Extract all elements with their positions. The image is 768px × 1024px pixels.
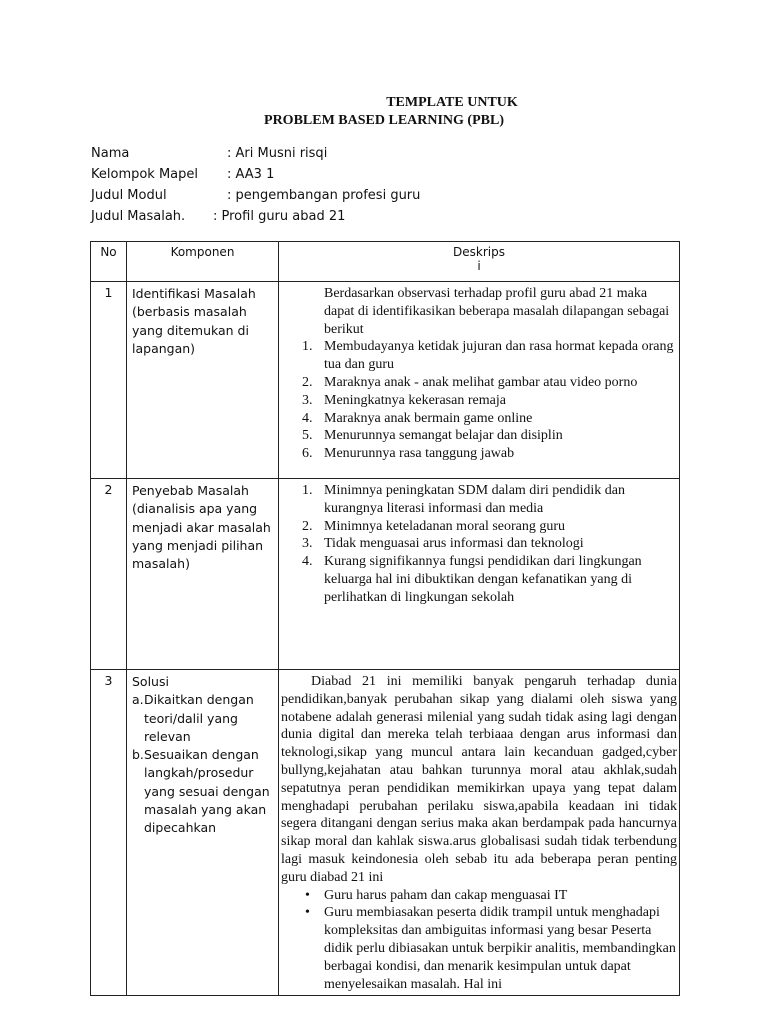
meta-label: Kelompok Mapel [91,167,199,182]
list-item: a. Dikaitkan dengan teori/dalil yang relevan [132,692,254,744]
komponen-cell [127,479,279,670]
deskripsi-cell [279,282,680,479]
komponen-note: (berbasis masalah yang ditemukan di lapangan) [132,304,249,356]
meta-label: Judul Modul [91,188,167,203]
meta-value: : pengembangan profesi guru [227,188,421,203]
header-deskripsi [279,242,680,282]
row-number: 3 [91,670,127,996]
komponen-note: (dianalisis apa yang menjadi akar masalah yang menjadi pilihan masalah) [132,501,271,572]
komponen-cell [127,670,279,996]
komponen-title: Solusi [132,674,169,689]
list-item: 2. Minimnya keteladanan moral seorang guru [302,518,566,534]
table-row [91,670,680,996]
list-item: 3. Tidak menguasai arus informasi dan teknologi [302,536,584,552]
document-title-line2: PROBLEM BASED LEARNING (PBL) [264,113,504,128]
deskripsi-cell [279,479,680,670]
header-deskripsi-line2: i [477,259,481,273]
list-item: 4. Kurang signifikannya fungsi pendidikan dari lingkungan keluarga hal ini dibuktikan dengan kefanatikan yang di perlihatkan di lingkungan sekolah [302,554,642,605]
masalah-list [281,338,677,463]
komponen-title: Penyebab Masalah [132,483,249,498]
komponen-cell [127,282,279,479]
list-item: 5. Menurunnya semangat belajar dan disiplin [302,428,563,444]
peran-guru-list [281,887,677,994]
meta-value: : AA3 1 [227,167,275,182]
document-title-line1: TEMPLATE UNTUK [386,95,518,110]
list-item: b. Sesuaikan dengan langkah/prosedur yang sesuai dengan masalah yang akan dipecahkan [132,747,270,836]
list-item: 1. Membudayanya ketidak jujuran dan rasa hormat kepada orang tua dan guru [302,339,674,373]
list-item: 6. Menurunnya rasa tanggung jawab [302,446,515,462]
list-item: • Guru membiasakan peserta didik trampil untuk menghadapi kompleksitas dan ambiguitas informasi yang besar Peserta didik perlu dibiasakan untuk berpikir analitis, membandingkan berbagai kondisi, dan menarik kesimpulan untuk dapat menyelesaikan masalah. Hal ini [305,905,676,992]
meta-value: : Ari Musni risqi [227,146,328,161]
komponen-title: Identifikasi Masalah [132,286,256,301]
pbl-table [90,241,680,996]
deskripsi-cell [279,670,680,996]
list-item: 3. Meningkatnya kekerasan remaja [302,392,506,408]
header-komponen: Komponen [127,242,279,282]
header-deskripsi-line1: Deskrips [453,245,505,259]
penyebab-list [281,482,677,607]
solusi-paragraph: Diabad 21 ini memiliki banyak pengaruh terhadap dunia pendidikan,banyak perubahan sikap yang dialami oleh siswa yang notabene adalah generasi milenial yang sudah tidak asing lagi dengan dunia digital dan mereka telah terbiaaa dengan arus informasi dan teknologi,sikap yang muncul antara lain kecanduan gadged,cyber bullyng,kejahatan atau bahkan turunnya moral atau akhlak,sudah sepatutnya peran pendidikan memikirkan upaya yang tepat dalam menghadapi perubahan perilaku siswa,apabila keadaan ini tidak segera ditangani dengan serius maka akan berdampak pada hancurnya sikap moral dan kahlak siswa.arus globalisasi sudah tidak terbendung lagi masuk keindonesia oleh sebab itu ada beberapa peran penting guru diabad 21 ini [281,674,677,885]
table-row [91,479,680,670]
list-item: 2. Maraknya anak - anak melihat gambar atau video porno [302,374,638,390]
row-number: 2 [91,479,127,670]
list-item: 4. Maraknya anak bermain game online [302,410,533,426]
header-no: No [91,242,127,282]
meta-row-nama [91,146,327,161]
list-item: 1. Minimnya peningkatan SDM dalam diri pendidik dan kurangnya literasi informasi dan media [302,483,625,516]
meta-label: Nama [91,146,130,161]
list-item: • Guru harus paham dan cakap menguasai IT [305,887,568,903]
row-number: 1 [91,282,127,479]
meta-row-judul-masalah [91,209,345,224]
table-row [91,282,680,479]
meta-value: : Profil guru abad 21 [213,209,346,224]
solusi-sub-list [132,691,274,837]
table-header-row [91,242,680,282]
meta-label: Judul Masalah. [91,209,186,224]
deskripsi-intro: Berdasarkan observasi terhadap profil guru abad 21 maka dapat di identifikasikan beberapa masalah dilapangan sebagai berikut [324,286,670,337]
meta-row-kelompok-mapel [91,167,274,182]
meta-row-judul-modul [91,188,420,203]
